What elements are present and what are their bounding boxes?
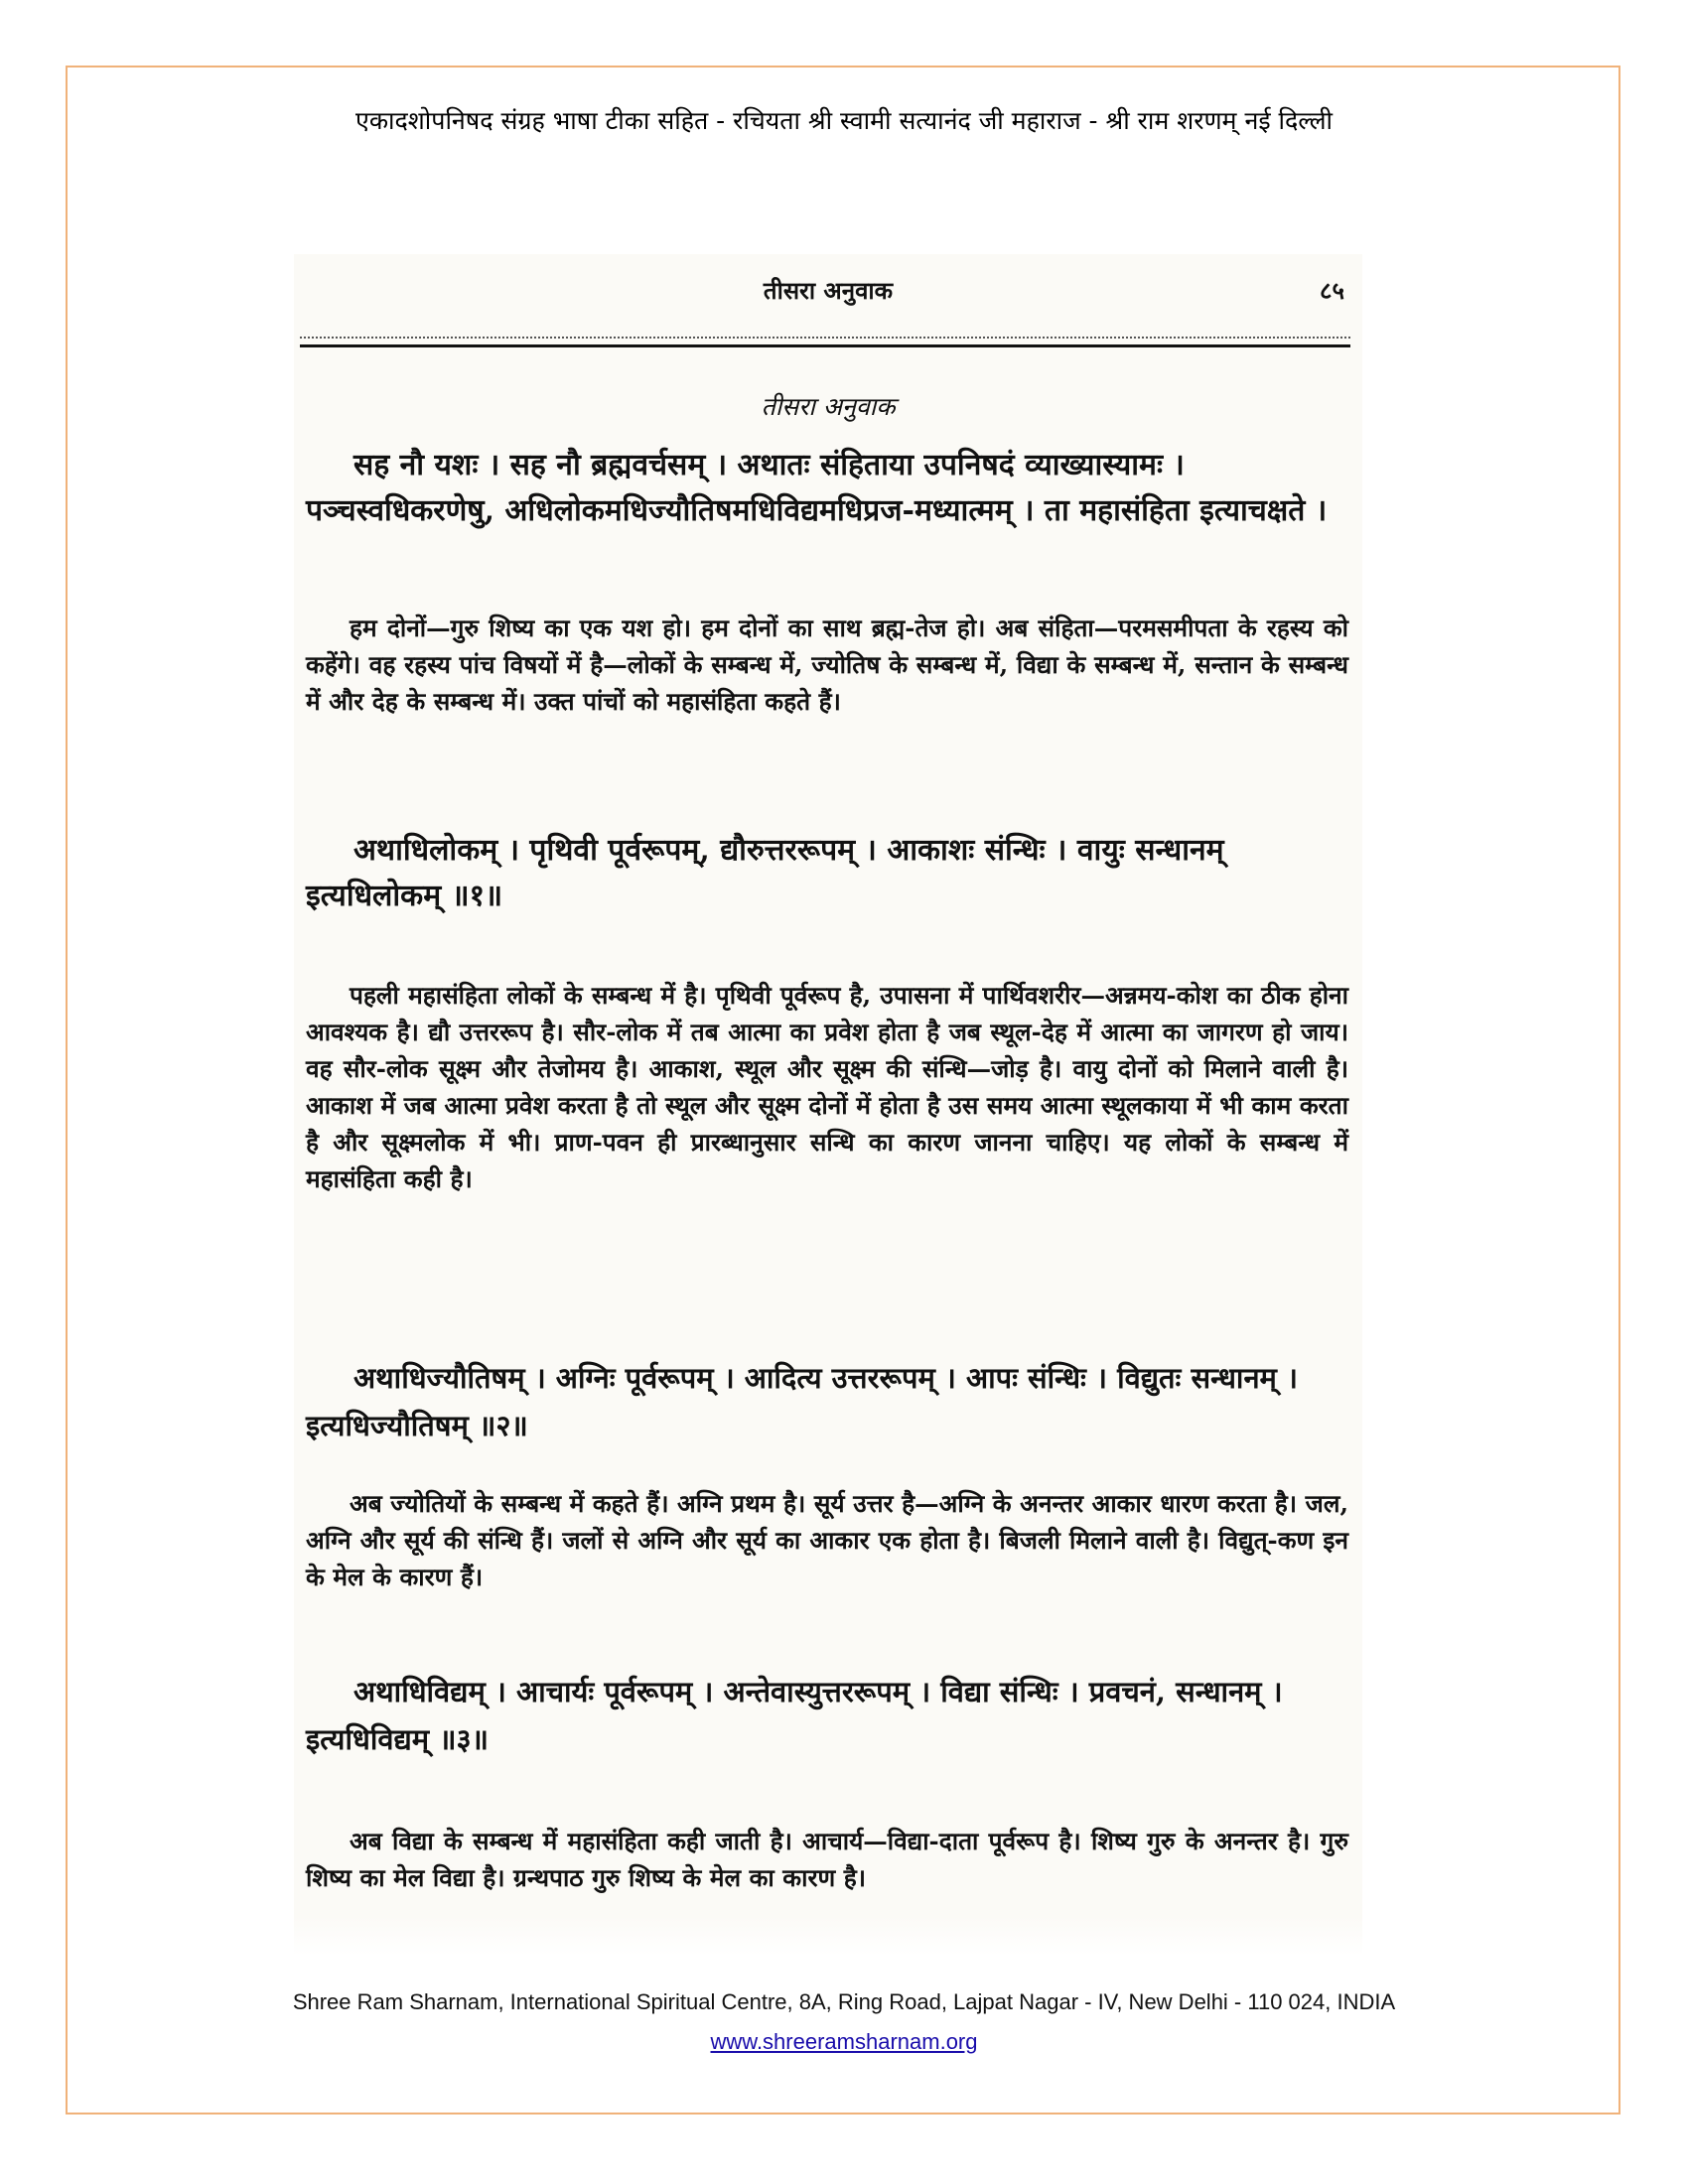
verse-adhijyautisha: अथाधिज्यौतिषम् । अग्निः पूर्वरूपम् । आदित्य उत्तररूपम् । आपः संन्धिः । विद्युतः सन्धानम् । इत्यधिज्यौतिषम् ॥२॥ — [306, 1361, 1298, 1442]
prose-adhijyautisha: अब ज्योतियों के सम्बन्ध में कहते हैं। अग्नि प्रथम है। सूर्य उत्तर है—अग्नि के अनन्तर आकार धारण करता है। जल, अग्नि और सूर्य की संन्धि हैं। जलों से अग्नि और सूर्य का आकार एक होता है। बिजली मिलाने वाली है। विद्युत्-कण इन के मेल के कारण हैं। — [306, 1489, 1348, 1591]
section-title: तीसरा अनुवाक — [761, 392, 896, 421]
scanned-page — [294, 254, 1362, 1956]
page-number: ८५ — [1320, 276, 1344, 305]
prose-adhividya: अब विद्या के सम्बन्ध में महासंहिता कही जाती है। आचार्य—विद्या-दाता पूर्वरूप है। शिष्य गुरु के अनन्तर है। गुरु शिष्य का मेल विद्या है। ग्रन्थपाठ गुरु शिष्य के मेल का कारण है। — [306, 1827, 1348, 1892]
footer-link-wrapper — [0, 2029, 1688, 2055]
verse-intro: सह नौ यशः । सह नौ ब्रह्मवर्चसम् । अथातः संहिताया उपनिषदं व्याख्यास्यामः । पञ्चस्वधिकरणेषु, अधिलोकमधिज्यौतिषमधिविद्यमधिप्रज-मध्यात्मम् । ता महासंहिता इत्याचक्षते । — [306, 448, 1328, 528]
document-header: एकादशोपनिषद संग्रह भाषा टीका सहित - रचियता श्री स्वामी सत्यानंद जी महाराज - श्री राम शरणम् नई दिल्ली — [355, 106, 1333, 135]
scan-edge — [294, 1916, 1362, 1956]
header-rule — [300, 337, 1350, 347]
verse-adhividya: अथाधिविद्यम् । आचार्यः पूर्वरूपम् । अन्तेवास्युत्तररूपम् । विद्या संन्धिः । प्रवचनं, सन्धानम् । इत्यधिविद्यम् ॥३॥ — [306, 1675, 1283, 1756]
footer-address: Shree Ram Sharnam, International Spiritual Centre, 8A, Ring Road, Lajpat Nagar - IV, New Delhi - 110 024, INDIA — [292, 1989, 1396, 2014]
website-link[interactable]: www.shreeramsharnam.org — [710, 2029, 978, 2054]
running-head — [294, 274, 1362, 308]
verse-adhiloka: अथाधिलोकम् । पृथिवी पूर्वरूपम्, द्यौरुत्तररूपम् । आकाशः संन्धिः । वायुः सन्धानम् इत्यधिलोकम् ॥१॥ — [306, 833, 1224, 913]
prose-intro: हम दोनों—गुरु शिष्य का एक यश हो। हम दोनों का साथ ब्रह्म-तेज हो। अब संहिता—परमसमीपता के रहस्य को कहेंगे। वह रहस्य पांच विषयों में है—लोकों के सम्बन्ध में, ज्योतिष के सम्बन्ध में, विद्या के सम्बन्ध में, सन्तान के सम्बन्ध में और देह के सम्बन्ध में। उक्त पांचों को महासंहिता कहते हैं। — [306, 614, 1348, 716]
prose-adhiloka: पहली महासंहिता लोकों के सम्बन्ध में है। पृथिवी पूर्वरूप है, उपासना में पार्थिवशरीर—अन्नमय-कोश का ठीक होना आवश्यक है। द्यौ उत्तररूप है। सौर-लोक में तब आत्मा का प्रवेश होता है जब स्थूल-देह में आत्मा का जागरण हो जाय। वह सौर-लोक सूक्ष्म और तेजोमय है। आकाश, स्थूल और सूक्ष्म की संन्धि—जोड़ है। वायु दोनों को मिलाने वाली है। आकाश में जब आत्मा प्रवेश करता है तो स्थूल और सूक्ष्म दोनों में होता है उस समय आत्मा स्थूलकाया में भी काम करता है और सूक्ष्मलोक में भी। प्राण-पवन ही प्रारब्धानुसार सन्धि का कारण जानना चाहिए। यह लोकों के सम्बन्ध में महासंहिता कही है। — [306, 981, 1348, 1193]
running-title: तीसरा अनुवाक — [763, 276, 894, 305]
